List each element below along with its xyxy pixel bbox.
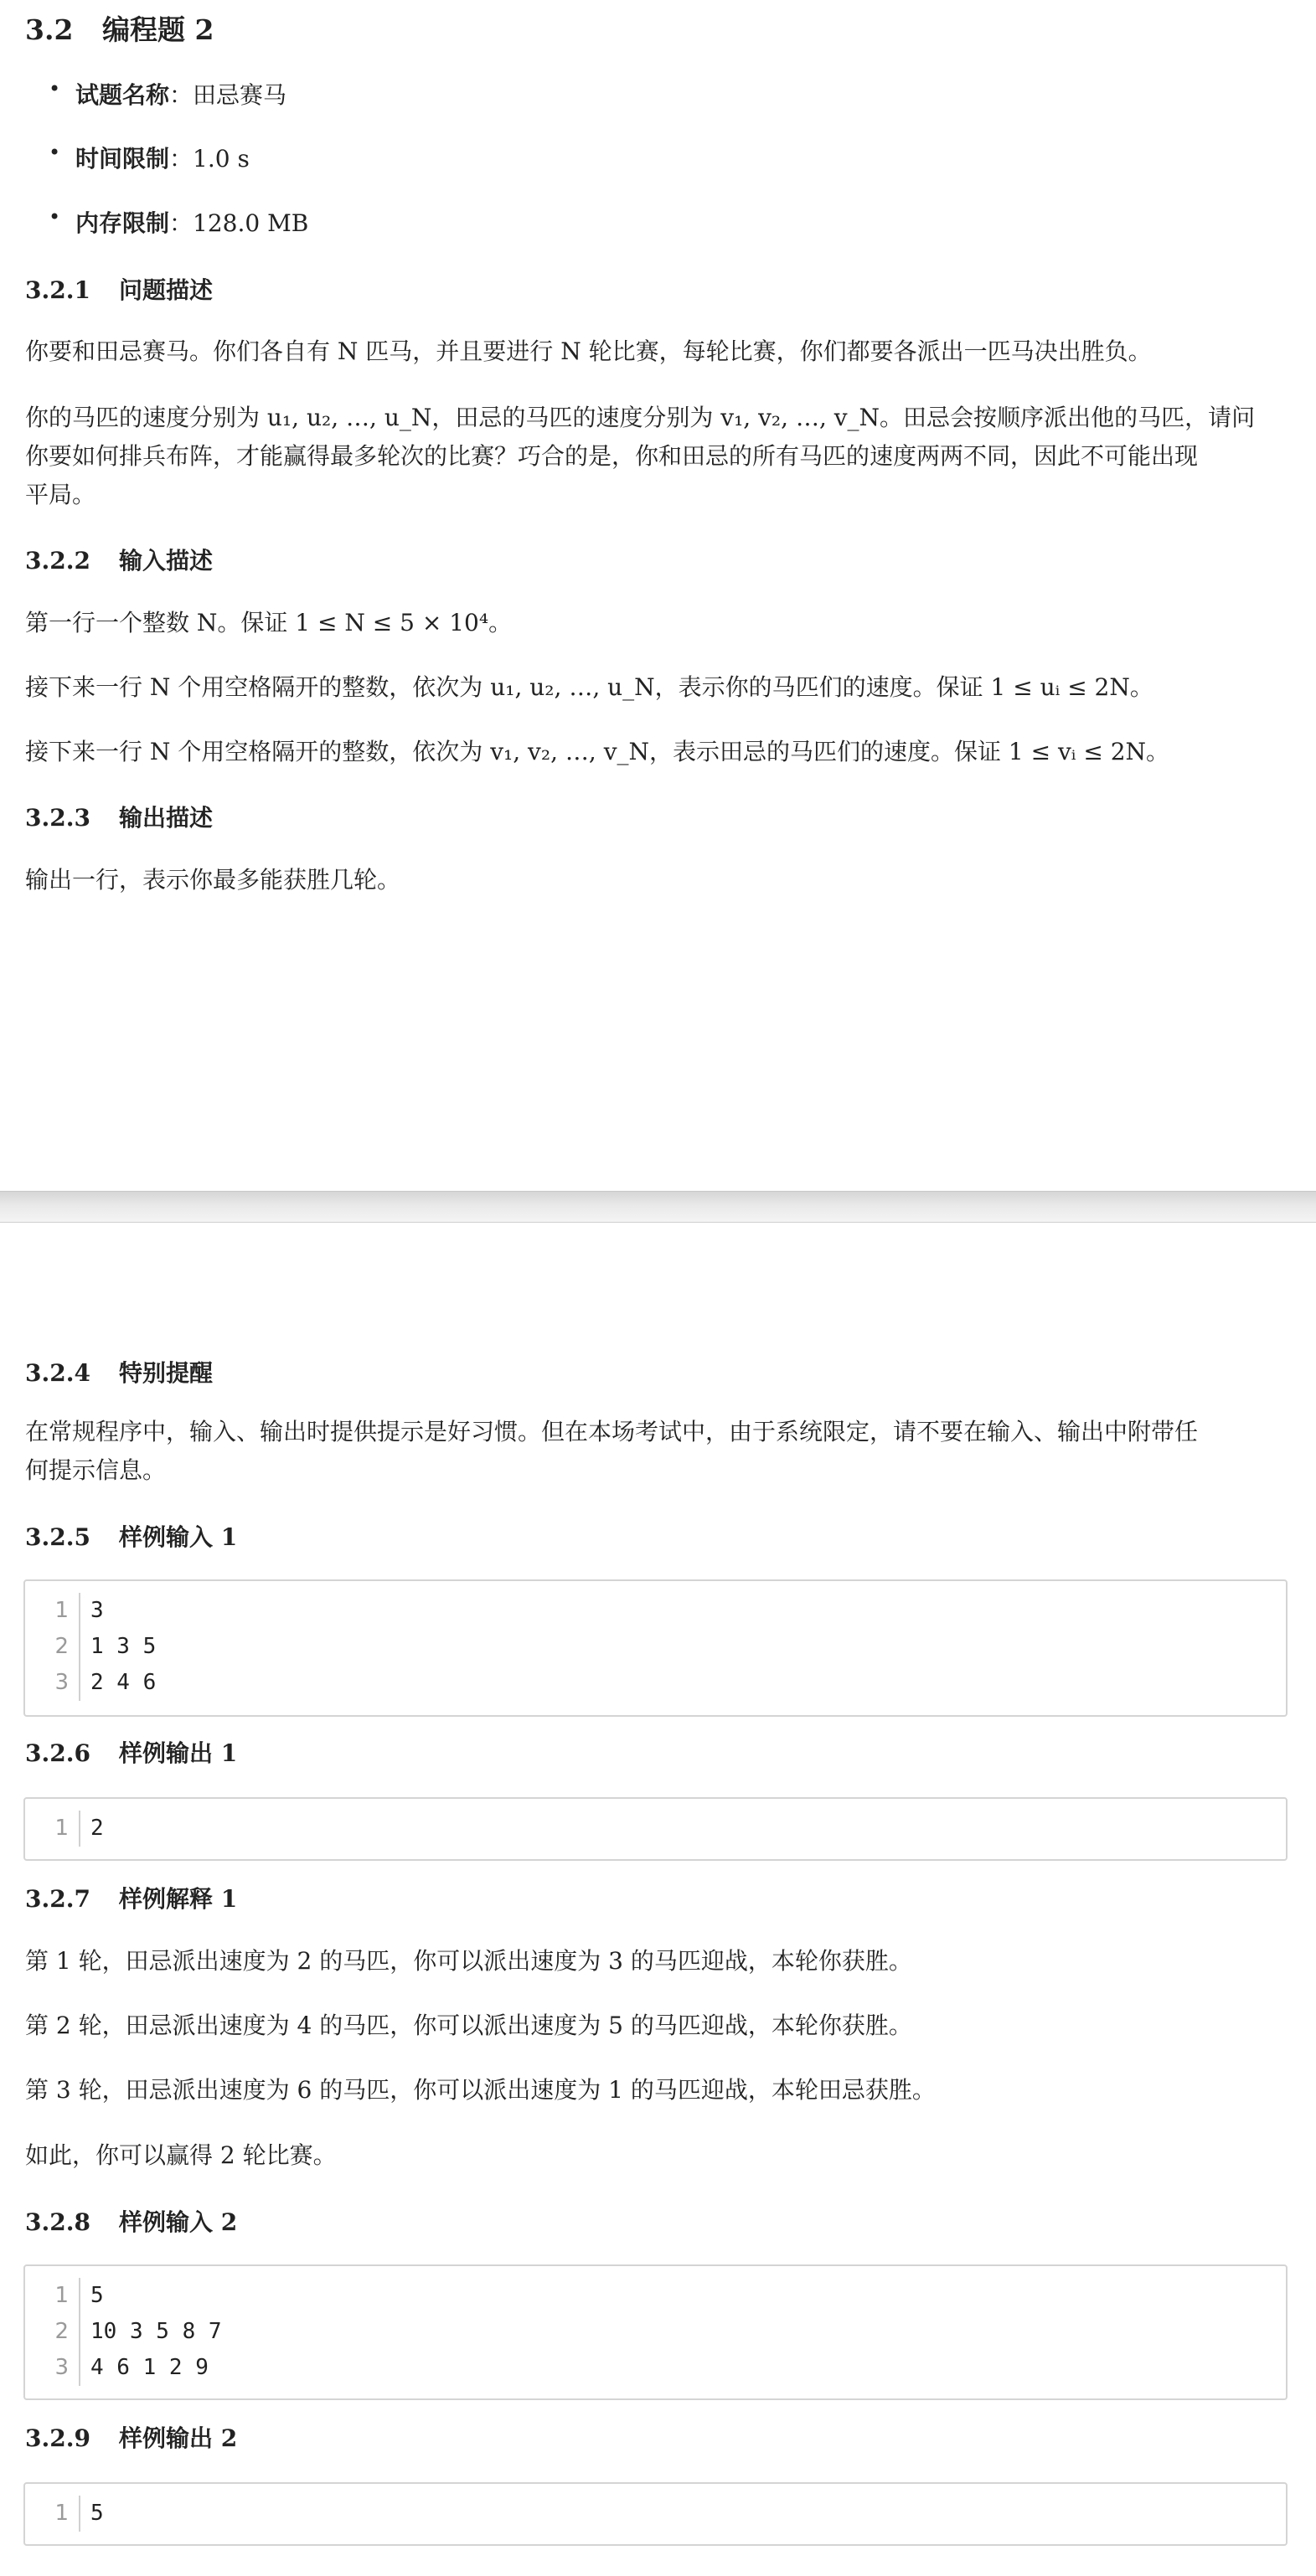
code-block-sample-input-2 [23, 2264, 1288, 2400]
code-line: 3 4 6 1 2 9 [35, 2350, 222, 2386]
explanation-line-2: 第 2 轮，田忌派出速度为 4 的马匹，你可以派出速度为 5 的马匹迎战，本轮你获胜。 [25, 2012, 912, 2039]
description-paragraph-2-line-1: 你的马匹的速度分别为 u₁, u₂, …, u_N，田忌的马匹的速度分别为 v₁, v₂, …, v_N。田忌会按顺序派出他的马匹，请问 [25, 404, 1256, 431]
section-heading: 3.2 编程题 2 [25, 13, 214, 46]
heading-sample-input-2: 3.2.8 样例输入 2 [25, 2208, 238, 2236]
code-line: 1 2 [35, 1811, 104, 1847]
heading-special-note: 3.2.4 特别提醒 [25, 1359, 214, 1387]
explanation-line-3: 第 3 轮，田忌派出速度为 6 的马匹，你可以派出速度为 1 的马匹迎战，本轮田忌获胜。 [25, 2076, 936, 2104]
heading-input-description: 3.2.2 输入描述 [25, 547, 214, 574]
output-paragraph: 输出一行，表示你最多能获胜几轮。 [25, 866, 401, 894]
heading-sample-output-2: 3.2.9 样例输出 2 [25, 2424, 238, 2452]
code-line: 1 5 [35, 2496, 104, 2532]
code-line: 1 3 [35, 1593, 156, 1629]
explanation-line-1: 第 1 轮，田忌派出速度为 2 的马匹，你可以派出速度为 3 的马匹迎战，本轮你获胜。 [25, 1947, 912, 1975]
heading-output-description: 3.2.3 输出描述 [25, 804, 214, 832]
heading-sample-output-1: 3.2.6 样例输出 1 [25, 1739, 238, 1767]
code-block-sample-output-1 [23, 1797, 1288, 1861]
bullet-memory-limit: • 内存限制：128.0 MB [49, 205, 309, 237]
page-1 [0, 0, 1316, 1191]
code-line: 2 10 3 5 8 7 [35, 2314, 222, 2350]
code-line: 2 1 3 5 [35, 1629, 156, 1665]
explanation-line-4: 如此，你可以赢得 2 轮比赛。 [25, 2141, 337, 2169]
input-paragraph-1: 第一行一个整数 N。保证 1 ≤ N ≤ 5 × 10⁴。 [25, 609, 513, 636]
bullet-time-limit: • 时间限制：1.0 s [49, 141, 250, 173]
description-paragraph-2-line-2: 你要如何排兵布阵，才能赢得最多轮次的比赛？巧合的是，你和田忌的所有马匹的速度两两不同，因此不可能出现 [25, 442, 1199, 470]
description-paragraph-2-line-3: 平局。 [25, 481, 96, 508]
input-paragraph-2: 接下来一行 N 个用空格隔开的整数，依次为 u₁, u₂, …, u_N，表示你的马匹们的速度。保证 1 ≤ uᵢ ≤ 2N。 [25, 673, 1153, 701]
input-paragraph-3: 接下来一行 N 个用空格隔开的整数，依次为 v₁, v₂, …, v_N，表示田忌的马匹们的速度。保证 1 ≤ vᵢ ≤ 2N。 [25, 738, 1170, 765]
code-block-sample-output-2 [23, 2482, 1288, 2546]
note-line-2: 何提示信息。 [25, 1456, 167, 1484]
heading-problem-description: 3.2.1 问题描述 [25, 276, 214, 304]
note-line-1: 在常规程序中，输入、输出时提供提示是好习惯。但在本场考试中，由于系统限定，请不要在输入、输出中附带任 [25, 1418, 1199, 1445]
code-line: 3 2 4 6 [35, 1665, 156, 1701]
code-line: 1 5 [35, 2278, 222, 2314]
description-paragraph-1: 你要和田忌赛马。你们各自有 N 匹马，并且要进行 N 轮比赛，每轮比赛，你们都要各派出一匹马决出胜负。 [25, 337, 1152, 365]
heading-sample-input-1: 3.2.5 样例输入 1 [25, 1523, 238, 1551]
bullet-problem-name: • 试题名称：田忌赛马 [49, 77, 287, 109]
page-2 [0, 1221, 1316, 2576]
heading-sample-explanation-1: 3.2.7 样例解释 1 [25, 1885, 238, 1913]
page-separator [0, 1191, 1316, 1223]
code-block-sample-input-1 [23, 1579, 1288, 1717]
